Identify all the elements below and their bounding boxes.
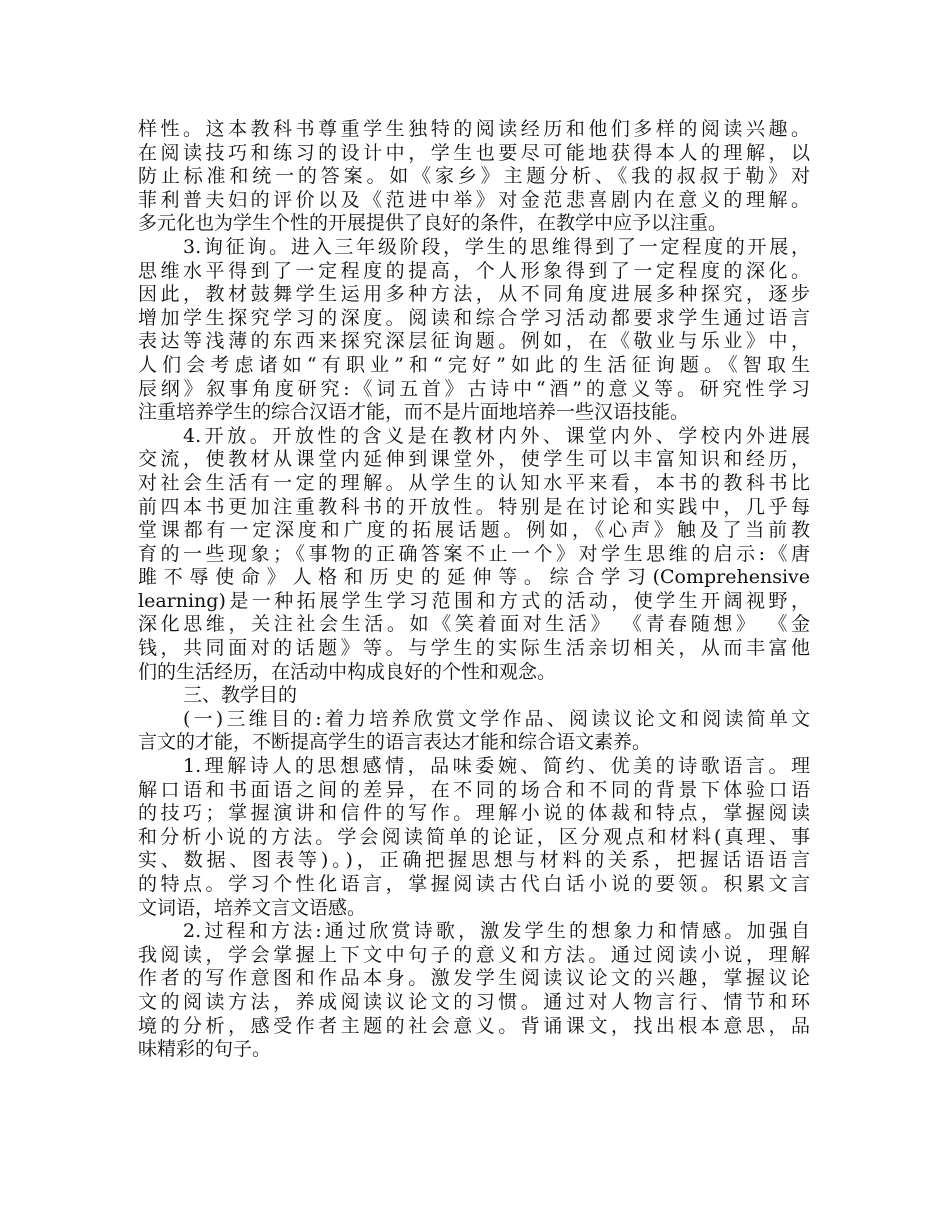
text-line: 深化思维，关注社会生活。如《笑着面对生活》 《青春随想》 《金 [138,613,810,636]
text-line: 我阅读，学会掌握上下文中句子的意义和方法。通过阅读小说，理解 [138,943,810,966]
text-line: 的特点。学习个性化语言，掌握阅读古代白话小说的要领。积累文言 [138,873,810,895]
text-line: 作者的写作意图和作品本身。激发学生阅读议论文的兴趣，掌握议论 [138,967,810,990]
text-line: 在阅读技巧和练习的设计中，学生也要尽可能地获得本人的理解，以 [138,141,810,164]
text-line: 1.理解诗人的思想感情，品味委婉、简约、优美的诗歌语言。理 [183,755,810,778]
text-line: 育的一些现象；《事物的正确答案不止一个》对学生思维的启示:《唐 [138,542,810,565]
text-line: 的技巧；掌握演讲和信件的写作。理解小说的体裁和特点，掌握阅读 [138,802,810,825]
text-line: 因此，教材鼓舞学生运用多种方法，从不同角度进展多种探究，逐步 [138,283,810,306]
text-line: 3.询征询。进入三年级阶段，学生的思维得到了一定程度的开展， [183,235,810,258]
text-line: 前四本书更加注重教科书的开放性。特别是在讨论和实践中，几乎每 [138,495,810,518]
text-line: 三、教学目的 [183,684,298,707]
body-text [138,118,810,1062]
text-line: 2.过程和方法:通过欣赏诗歌，激发学生的想象力和情感。加强自 [183,920,810,943]
text-line: 增加学生探究学习的深度。阅读和综合学习活动都要求学生通过语言 [138,306,810,329]
text-line: 样性。这本教科书尊重学生独特的阅读经历和他们多样的阅读兴趣。 [138,118,810,140]
text-line: 堂课都有一定深度和广度的拓展话题。例如，《心声》触及了当前教 [138,519,810,542]
text-line: 交流，使教材从课堂内延伸到课堂外，使学生可以丰富知识和经历， [138,448,810,471]
text-line: 菲利普夫妇的评价以及《范进中举》对金范悲喜剧内在意义的理解。 [138,188,810,211]
text-line: learning)是一种拓展学生学习范围和方式的活动，使学生开阔视野， [138,589,810,612]
text-line: 多元化也为学生个性的开展提供了良好的条件，在教学中应予以注重。 [138,212,728,235]
text-line: 思维水平得到了一定程度的提高，个人形象得到了一定程度的深化。 [138,259,810,282]
text-line: 钱，共同面对的话题》等。与学生的实际生活亲切相关，从而丰富他 [138,637,810,660]
text-line: 文词语，培养文言文语感。 [138,896,367,919]
text-line: 味精彩的句子。 [138,1038,272,1061]
text-line: 雎不辱使命》人格和历史的延伸等。综合学习(Comprehensive [138,566,810,589]
text-line: 表达等浅薄的东西来探究深层征询题。例如，在《敬业与乐业》中， [138,330,810,353]
text-line: 们的生活经历，在活动中构成良好的个性和观念。 [138,660,557,683]
text-line: 实、数据、图表等)。)，正确把握思想与材料的关系，把握话语语言 [138,849,810,872]
text-line: 解口语和书面语之间的差异，在不同的场合和不同的背景下体验口语 [138,778,810,801]
text-line: 言文的才能，不断提高学生的语言表达才能和综合语文素养。 [138,731,652,754]
text-line: 注重培养学生的综合汉语才能，而不是片面地培养一些汉语技能。 [138,401,690,424]
text-line: 对社会生活有一定的理解。从学生的认知水平来看，本书的教科书比 [138,471,810,494]
text-line: 境的分析，感受作者主题的社会意义。背诵课文，找出根本意思，品 [138,1014,810,1037]
text-line: 文的阅读方法，养成阅读议论文的习惯。通过对人物言行、情节和环 [138,990,810,1013]
text-line: (一)三维目的:着力培养欣赏文学作品、阅读议论文和阅读简单文 [183,707,810,730]
text-line: 辰纲》叙事角度研究:《词五首》古诗中“酒”的意义等。研究性学习 [138,377,810,400]
text-line: 和分析小说的方法。学会阅读简单的论证，区分观点和材料(真理、事 [138,825,810,848]
text-line: 防止标准和统一的答案。如《家乡》主题分析、《我的叔叔于勒》对 [138,165,810,188]
text-line: 人们会考虑诸如“有职业”和“完好”如此的生活征询题。《智取生 [138,353,810,376]
text-line: 4.开放。开放性的含义是在教材内外、课堂内外、学校内外进展 [183,424,810,447]
